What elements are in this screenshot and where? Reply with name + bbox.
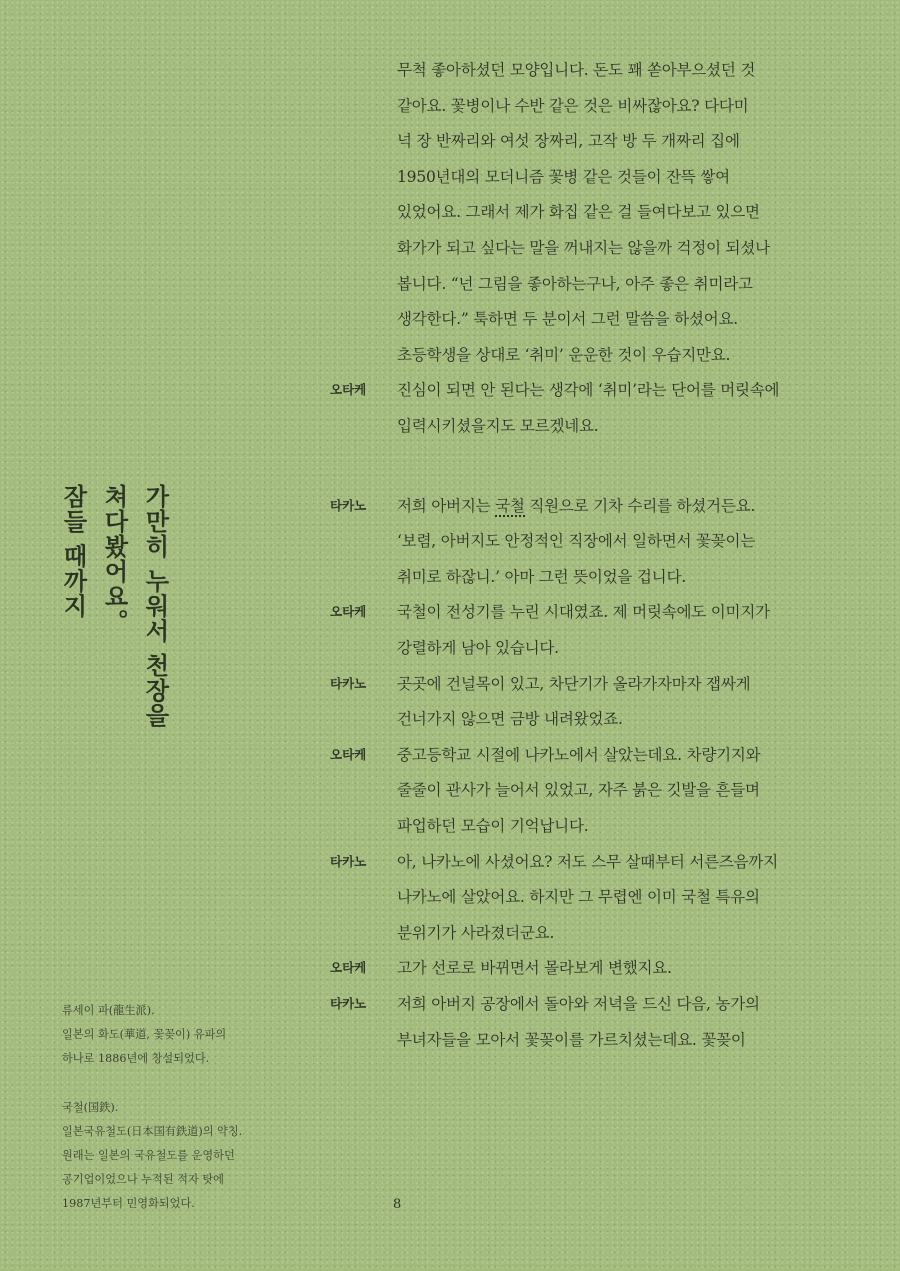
footnote-line: 일본국유철도(日本国有鉄道)의 약칭. — [62, 1125, 243, 1138]
pull-quote-text: 쳐다봤어요。 — [100, 484, 128, 634]
footnote-line: 공기업이었으나 누적된 적자 탓에 — [62, 1173, 224, 1186]
text-line — [397, 488, 857, 524]
text-line: 무척 좋아하셨던 모양입니다. 돈도 꽤 쏟아부으셨던 것 — [397, 61, 756, 79]
text-line: 분위기가 사라졌더군요. — [397, 923, 555, 942]
text-line: 초등학생을 상대로 ‘취미’ 운운한 것이 우습지만요. — [397, 345, 731, 364]
speaker-label: 타카노 — [330, 675, 367, 691]
text-line: 화가가 되고 싶다는 말을 꺼내지는 않을까 걱정이 되셨나 — [397, 239, 770, 257]
text-line: ‘보렴, 아버지도 안정적인 직장에서 일하면서 꽃꽂이는 — [397, 532, 756, 551]
speaker-label: 오타케 — [330, 746, 367, 762]
text-line: 강렬하게 남아 있습니다. — [397, 639, 559, 657]
text-line: 취미로 하잖니.’ 아마 그런 뜻이었을 겁니다. — [397, 567, 686, 586]
text-line: 저희 아버지 공장에서 돌아와 저녁을 드신 다음, 농가의 — [397, 995, 760, 1013]
footnote-line: 하나로 1886년에 창설되었다. — [62, 1052, 210, 1065]
text-segment: 직원으로 기차 수리를 하셨거든요. — [524, 496, 756, 515]
text-line: 있었어요. 그래서 제가 화집 같은 걸 들여다보고 있으면 — [397, 203, 760, 222]
text-line: 부녀자들을 모아서 꽃꽂이를 가르치셨는데요. 꽃꽂이 — [397, 1030, 746, 1049]
speaker-label: 오타케 — [330, 604, 367, 620]
footnote-marked-term: 국철 — [495, 496, 525, 515]
pull-quote-column-2 — [99, 484, 129, 784]
text-line: 건너가지 않으면 금방 내려왔었죠. — [397, 710, 623, 729]
speaker-label: 오타케 — [330, 960, 367, 976]
text-segment: 저희 아버지는 — [397, 496, 496, 515]
text-line: 나카노에 살았어요. 하지만 그 무렵엔 이미 국철 특유의 — [397, 888, 760, 907]
text-line: 파업하던 모습이 기억납니다. — [397, 817, 589, 835]
text-line: 국철이 전성기를 누린 시대였죠. 제 머릿속에도 이미지가 — [397, 603, 770, 622]
pull-quote-text: 가만히 누워서 천장을 — [141, 484, 169, 728]
text-line: 아, 나카노에 사셨어요? 저도 스무 살때부터 서른즈음까지 — [397, 852, 778, 871]
pull-quote-column-1 — [140, 484, 170, 784]
footnote — [62, 1096, 302, 1216]
speaker-label: 타카노 — [330, 853, 367, 869]
text-line: 입력시키셨을지도 모르겠네요. — [397, 417, 599, 435]
speaker-label: 오타케 — [330, 382, 367, 398]
footnote-line: 원래는 일본의 국유철도를 운영하던 — [62, 1149, 235, 1162]
footnote-line: 1987년부터 민영화되었다. — [62, 1197, 195, 1210]
pull-quote-text: 잠들 때까지 — [59, 484, 87, 619]
text-line: 생각한다.” 툭하면 두 분이서 그런 말씀을 하셨어요. — [397, 310, 739, 329]
text-line: 넉 장 반짜리와 여섯 장짜리, 고작 방 두 개짜리 집에 — [397, 132, 740, 151]
page-number: 8 — [393, 1197, 402, 1212]
speaker-label: 타카노 — [330, 497, 367, 513]
text-line: 고가 선로로 바뀌면서 몰라보게 변했지요. — [397, 959, 672, 978]
footnote-line: 일본의 화도(華道, 꽃꽂이) 유파의 — [62, 1028, 227, 1041]
text-line: 중고등학교 시절에 나카노에서 살았는데요. 차량기지와 — [397, 745, 761, 764]
footnote-line: 국철(国鉄). — [62, 1101, 119, 1114]
footnote — [62, 999, 302, 1071]
text-line: 진심이 되면 안 된다는 생각에 ‘취미’라는 단어를 머릿속에 — [397, 381, 780, 400]
text-line: 같아요. 꽃병이나 수반 같은 것은 비싸잖아요? 다다미 — [397, 96, 749, 115]
text-line: 봅니다. “넌 그림을 좋아하는구나, 아주 좋은 취미라고 — [397, 274, 753, 293]
speaker-label: 타카노 — [330, 996, 367, 1011]
text-line: 1950년대의 모더니즘 꽃병 같은 것들이 잔뜩 쌓여 — [397, 167, 730, 186]
pull-quote-column-3 — [58, 484, 88, 784]
text-line: 줄줄이 관사가 늘어서 있었고, 자주 붉은 깃발을 흔들며 — [397, 781, 760, 800]
text-line: 곳곳에 건널목이 있고, 차단기가 올라가자마자 잽싸게 — [397, 674, 751, 693]
footnote-line: 류세이 파(龍生派). — [62, 1004, 155, 1017]
